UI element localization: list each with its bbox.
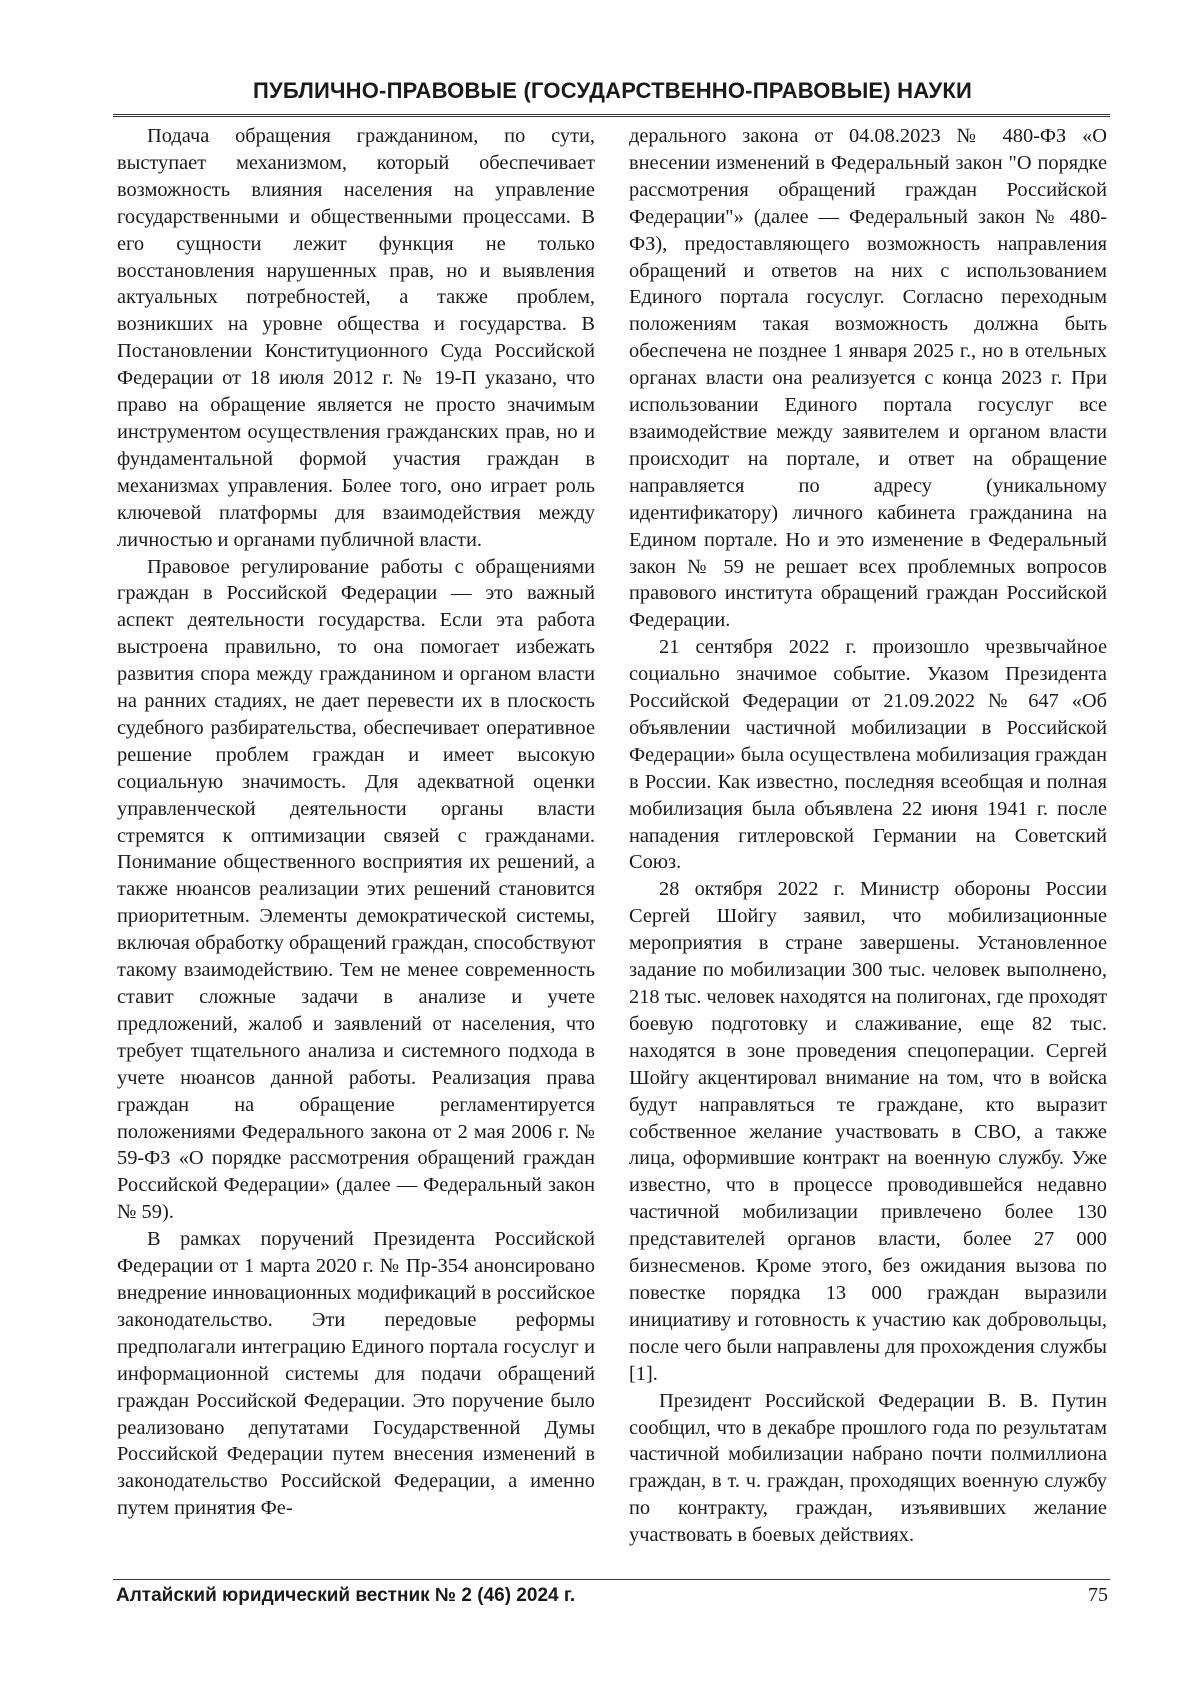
paragraph: Подача обращения гражданином, по сути, выступает механизмом, который обеспечивает возможность влияния населения на управление государственными и общественными процессами. В его сущности лежит функция не только восстановления нарушенных прав, но и выявления актуальных потребностей, а также проблем, возникших на уровне общества и государства. В Постановлении Конституционного Суда Российской Федерации от 18 июля 2012 г. № 19-П указано, что право на обращение является не просто значимым инструментом осуществления гражданских прав, но и фундаментальной формой участия граждан в механизмах управления. Более того, оно играет роль ключевой платформы для взаимодействия между личностью и органами публичной власти. bbox=[117, 125, 595, 551]
paragraph: 28 октября 2022 г. Министр обороны России Сергей Шойгу заявил, что мобилизационные мероприятия в стране завершены. Установленное задание по мобилизации 300 тыс. человек выполнено, 218 тыс. человек находятся на полигонах, где проходят боевую подготовку и слаживание, еще 82 тыс. находятся в зоне проведения спецоперации. Сергей Шойгу акцентировал внимание на том, что в войска будут направляться те граждане, кто выразит собственное желание участвовать в СВО, а также лица, оформившие контракт на военную службу. Уже известно, что в процессе проводившейся недавно частичной мобилизации привлечено более 130 представителей органов власти, более 27 000 бизнесменов. Кроме этого, без ожидания вызова по повестке порядка 13 000 граждан выразили инициативу и готовность к участию как добровольцы, после чего были направлены для прохождения службы [1]. bbox=[629, 878, 1107, 1385]
footer-divider bbox=[113, 1579, 1110, 1580]
paragraph-continuation: дерального закона от 04.08.2023 № 480-ФЗ «О внесении изменений в Федеральный закон "О порядке рассмотрения обращений граждан Российской Федерации"» (далее — Федеральный закон № 480-ФЗ), предоставляющего возможность направления обращений и ответов на них с использованием Единого портала госуслуг. Согласно переходным положениям такая возможность должна быть обеспечена не позднее 1 января 2025 г., но в отельных органах власти она реализуется с конца 2023 г. При использовании Единого портала госуслуг все взаимодействие между заявителем и органом власти происходит на портале, и ответ на обращение направляется по адресу (уникальному идентификатору) личного кабинета гражданина на Едином портале. Но и это изменение в Федеральный закон № 59 не решает всех проблемных вопросов правового института обращений граждан Российской Федерации. bbox=[629, 125, 1107, 632]
paragraph: 21 сентября 2022 г. произошло чрезвычайное социально значимое событие. Указом Президента Российской Федерации от 21.09.2022 № 647 «Об объявлении частичной мобилизации в Российской Федерации» была осуществлена мобилизация граждан в России. Как известно, последняя всеобщая и полная мобилизация была объявлена 22 июня 1941 г. после нападения гитлеровской Германии на Советский Союз. bbox=[629, 636, 1107, 874]
page-number: 75 bbox=[1088, 1584, 1108, 1606]
right-column bbox=[629, 123, 1107, 1578]
paragraph: Правовое регулирование работы с обращениями граждан в Российской Федерации — это важный аспект деятельности государства. Если эта работа выстроена правильно, то она помогает избежать развития спора между гражданином и органом власти на ранних стадиях, не дает перевести их в плоскость судебного разбирательства, обеспечивает оперативное решение проблем граждан и имеет высокую социальную значимость. Для адекватной оценки управленческой деятельности органы власти стремятся к оптимизации связей с гражданами. Понимание общественного восприятия их решений, а также нюансов реализации этих решений становится приоритетным. Элементы демократической системы, включая обработку обращений граждан, способствуют такому взаимодействию. Тем не менее современность ставит сложные задачи в анализе и учете предложений, жалоб и заявлений от населения, что требует тщательного анализа и системного подхода в учете нюансов данной работы. Реализация права граждан на обращение регламентируется положениями Федерального закона от 2 мая 2006 г. № 59-ФЗ «О порядке рассмотрения обращений граждан Российской Федерации» (далее — Федеральный закон № 59). bbox=[117, 555, 595, 1224]
page-header-title: ПУБЛИЧНО-ПРАВОВЫЕ (ГОСУДАРСТВЕННО-ПРАВОВЫЕ) НАУКИ bbox=[252, 78, 973, 103]
left-column bbox=[117, 123, 595, 1578]
header-divider bbox=[113, 114, 1110, 117]
paragraph: Президент Российской Федерации В. В. Путин сообщил, что в декабре прошлого года по результатам частичной мобилизации набрано почти полмиллиона граждан, в т. ч. граждан, проходящих военную службу по контракту, граждан, изъявивших желание участвовать в боевых действиях. bbox=[629, 1389, 1107, 1547]
paragraph: В рамках поручений Президента Российской Федерации от 1 марта 2020 г. № Пр-354 анонсировано внедрение инновационных модификаций в российское законодательство. Эти передовые реформы предполагали интеграцию Единого портала госуслуг и информационной системы для подачи обращений граждан Российской Федерации. Это поручение было реализовано депутатами Государственной Думы Российской Федерации путем внесения изменений в законодательство Российской Федерации, а именно путем принятия Фе- bbox=[117, 1228, 595, 1520]
footer-journal-title: Алтайский юридический вестник № 2 (46) 2024 г. bbox=[116, 1585, 576, 1606]
